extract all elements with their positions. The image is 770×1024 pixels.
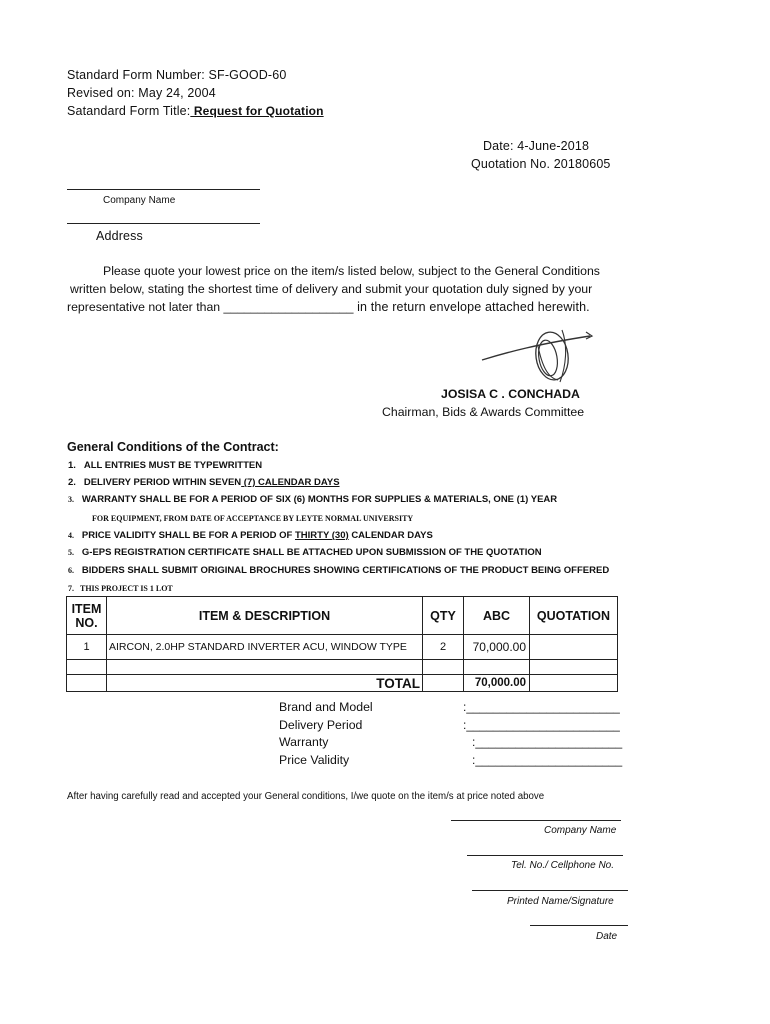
company-name-label: Company Name	[103, 195, 176, 206]
condition-5: 5. G-EPS REGISTRATION CERTIFICATE SHALL BE ATTACHED UPON SUBMISSION OF THE QUOTATION	[68, 547, 542, 558]
conditions-heading: General Conditions of the Contract:	[67, 440, 279, 454]
total-abc: 70,000.00	[464, 675, 530, 692]
acceptance-statement: After having carefully read and accepted your General conditions, I/we quote on the item/s at price noted above	[67, 791, 545, 802]
delivery-period-field[interactable]: :_______________________	[463, 718, 620, 732]
warranty-field[interactable]: :______________________	[472, 735, 623, 749]
condition-4: 4. PRICE VALIDITY SHALL BE FOR A PERIOD OF THIRTY (30) CALENDAR DAYS	[68, 530, 433, 541]
table-header-row	[67, 597, 618, 635]
condition-2: 2. DELIVERY PERIOD WITHIN SEVEN (7) CALENDAR DAYS	[68, 477, 340, 488]
header-abc: ABC	[464, 597, 530, 635]
total-quotation-input[interactable]	[530, 675, 618, 692]
row-item-no: 1	[67, 635, 107, 660]
company-name-caption: Company Name	[544, 825, 617, 836]
warranty-label: Warranty	[279, 735, 329, 749]
row-description: AIRCON, 2.0HP STANDARD INVERTER ACU, WINDOW TYPE	[107, 635, 423, 660]
date-caption: Date	[596, 931, 618, 942]
address-label: Address	[96, 229, 143, 243]
company-name-line[interactable]	[67, 189, 260, 190]
quotation-number: Quotation No. 20180605	[471, 157, 611, 171]
form-title-text: Request for Quotation	[190, 104, 324, 118]
total-row	[67, 675, 618, 692]
intro-line-2: written below, stating the shortest time of delivery and submit your quotation duly signed by your	[70, 282, 593, 296]
condition-3-continued: FOR EQUIPMENT, FROM DATE OF ACCEPTANCE BY LEYTE NORMAL UNIVERSITY	[92, 514, 414, 523]
table-row-empty	[67, 660, 618, 675]
tel-line[interactable]	[467, 855, 623, 856]
row-quotation-input-empty[interactable]	[530, 660, 618, 675]
delivery-period-label: Delivery Period	[279, 718, 363, 732]
table-row	[67, 635, 618, 660]
row-quotation-input[interactable]	[530, 635, 618, 660]
row-abc: 70,000.00	[464, 635, 530, 660]
condition-1: 1. ALL ENTRIES MUST BE TYPEWRITTEN	[68, 460, 263, 471]
price-validity-label: Price Validity	[279, 753, 350, 767]
signature-image	[478, 326, 598, 384]
signatory-name: JOSISA C . CONCHADA	[441, 387, 580, 401]
intro-line-3-a: representative not later than	[67, 300, 221, 314]
price-validity-field[interactable]: :______________________	[472, 753, 623, 767]
header-description: ITEM & DESCRIPTION	[107, 597, 423, 635]
company-signature-line[interactable]	[451, 820, 621, 821]
date-line[interactable]	[530, 925, 628, 926]
intro-line-3	[67, 300, 590, 314]
condition-3: 3. WARRANTY SHALL BE FOR A PERIOD OF SIX (6) MONTHS FOR SUPPLIES & MATERIALS, ONE (1) YEAR	[68, 494, 558, 505]
header-qty: QTY	[423, 597, 464, 635]
form-number: Standard Form Number: SF-GOOD-60	[67, 68, 287, 82]
form-title	[67, 104, 324, 118]
header-quotation: QUOTATION	[530, 597, 618, 635]
items-table	[66, 596, 618, 692]
deadline-blank[interactable]: ___________________	[220, 300, 354, 314]
form-title-prefix: Satandard Form Title:	[67, 104, 191, 118]
row-qty: 2	[423, 635, 464, 660]
total-label: TOTAL	[107, 675, 423, 692]
tel-caption: Tel. No./ Cellphone No.	[511, 860, 615, 871]
header-item-no: ITEM NO.	[67, 597, 107, 635]
intro-line-3-b: in the return envelope attached herewith.	[353, 300, 590, 314]
condition-6: 6. BIDDERS SHALL SUBMIT ORIGINAL BROCHURES SHOWING CERTIFICATIONS OF THE PRODUCT BEING OFFERED	[68, 565, 610, 576]
address-line[interactable]	[67, 223, 260, 224]
condition-7: 7. THIS PROJECT IS 1 LOT	[68, 584, 173, 593]
printed-name-line[interactable]	[472, 890, 628, 891]
quotation-date: Date: 4-June-2018	[483, 139, 590, 153]
brand-model-field[interactable]: :_______________________	[463, 700, 620, 714]
revised-date: Revised on: May 24, 2004	[67, 86, 216, 100]
intro-line-1: Please quote your lowest price on the item/s listed below, subject to the General Conditions	[103, 264, 600, 278]
printed-name-caption: Printed Name/Signature	[507, 896, 614, 907]
brand-model-label: Brand and Model	[279, 700, 373, 714]
signatory-position: Chairman, Bids & Awards Committee	[382, 405, 585, 419]
